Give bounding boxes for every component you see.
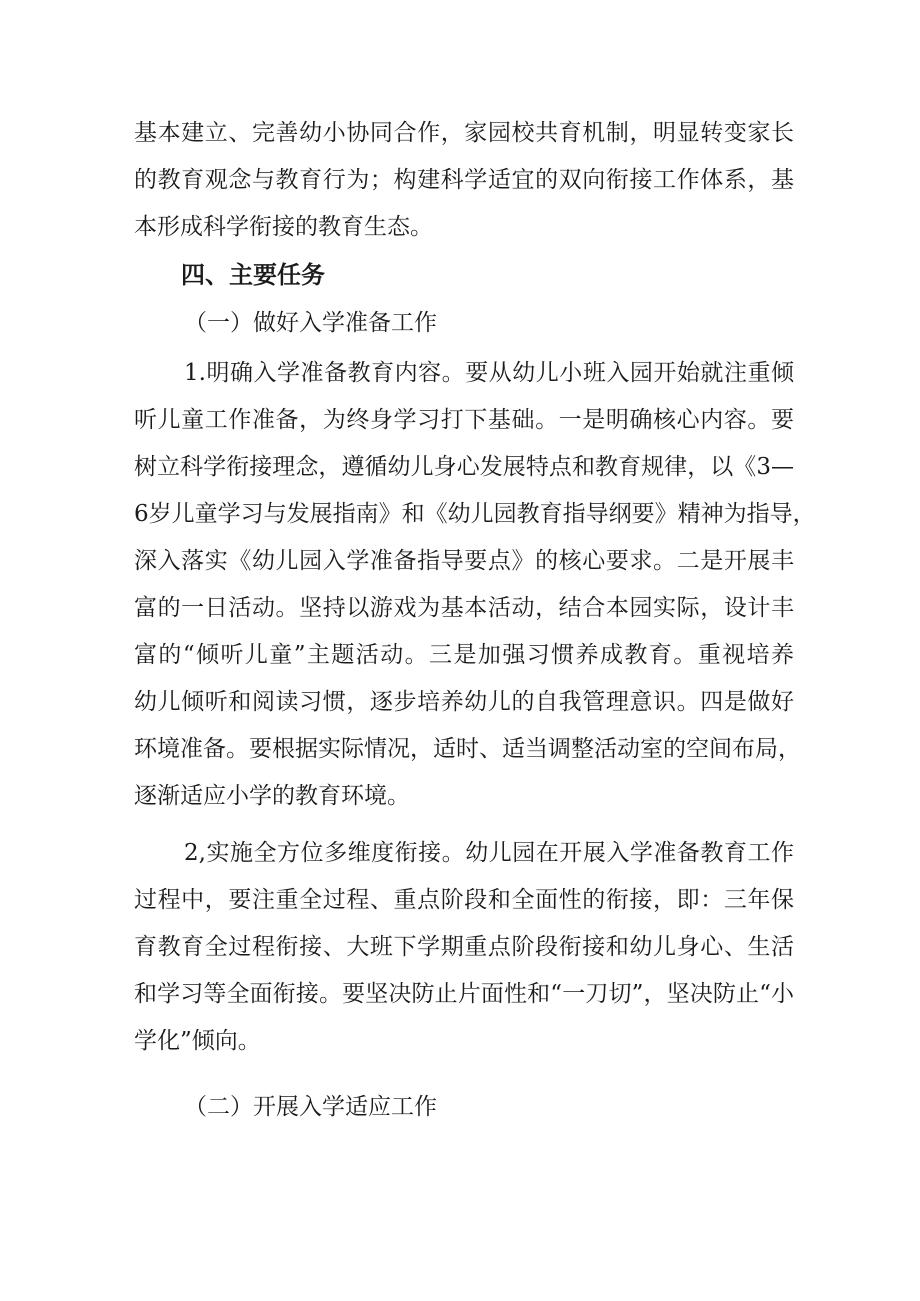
- text-line: 富的一日活动。坚持以游戏为基本活动，结合本园实际，设计丰: [134, 595, 794, 621]
- text-line: 1.明确入学准备教育内容。要从幼儿小班入园开始就注重倾: [184, 360, 794, 386]
- text-line: 和学习等全面衔接。要坚决防止片面性和“一刀切”，坚决防止“小: [134, 981, 794, 1007]
- text-line: 富的“倾听儿童”主题活动。三是加强习惯养成教育。重视培养: [134, 642, 794, 668]
- text-line: 2,实施全方位多维度衔接。幼儿园在开展入学准备教育工作: [184, 840, 794, 866]
- text-line: 的教育观念与教育行为；构建科学适宜的双向衔接工作体系，基: [134, 167, 794, 193]
- text-line: 本形成科学衔接的教育生态。: [134, 214, 433, 240]
- text-line: 基本建立、完善幼小协同合作，家园校共育机制，明显转变家长: [134, 120, 794, 146]
- text-line: 逐渐适应小学的教育环境。: [134, 783, 410, 809]
- subsection-heading: （二）开展入学适应工作: [184, 1094, 437, 1120]
- text-line: 听儿童工作准备，为终身学习打下基础。一是明确核心内容。要: [134, 407, 794, 433]
- text-line: 学化”倾向。: [134, 1028, 261, 1054]
- subsection-heading: （一）做好入学准备工作: [184, 310, 437, 336]
- text-line: 幼儿倾听和阅读习惯，逐步培养幼儿的自我管理意识。四是做好: [134, 689, 794, 715]
- text-line: 过程中，要注重全过程、重点阶段和全面性的衔接，即：三年保: [134, 887, 794, 913]
- text-line: 树立科学衔接理念，遵循幼儿身心发展特点和教育规律，以《3—: [134, 454, 794, 480]
- text-line: 环境准备。要根据实际情况，适时、适当调整活动室的空间布局，: [134, 736, 801, 762]
- text-line: 育教育全过程衔接、大班下学期重点阶段衔接和幼儿身心、生活: [134, 934, 794, 960]
- section-heading: 四、主要任务: [181, 261, 325, 289]
- text-line: 深入落实《幼儿园入学准备指导要点》的核心要求。二是开展丰: [134, 548, 794, 574]
- text-line: 6岁儿童学习与发展指南》和《幼儿园教育指导纲要》精神为指导，: [134, 501, 816, 527]
